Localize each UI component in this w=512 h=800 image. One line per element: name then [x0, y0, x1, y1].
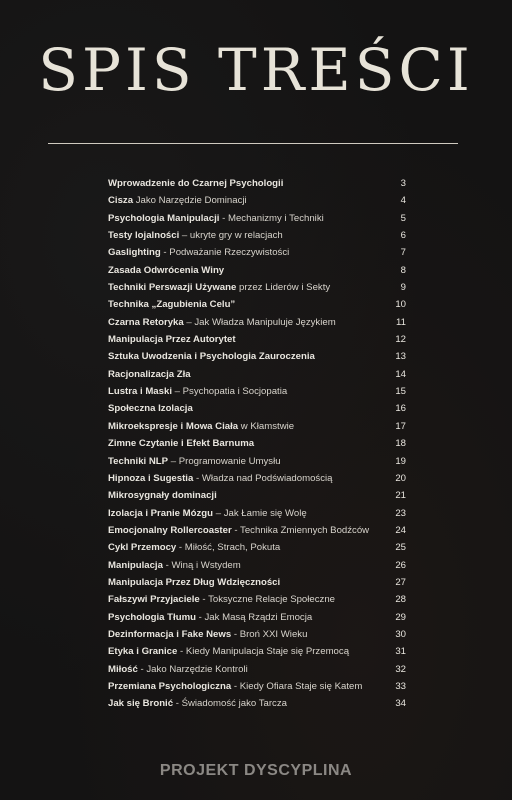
toc-page-number: 7: [400, 247, 406, 259]
toc-entry[interactable]: [108, 418, 406, 435]
toc-entry-subtitle: - Miłość, Strach, Pokuta: [176, 542, 281, 554]
toc-entry-title: Manipulacja Przez Dług Wdzięczności: [108, 576, 281, 588]
toc-entry-title: Manipulacja: [108, 559, 163, 571]
toc-entry-subtitle: - Broń XXI Wieku: [231, 628, 308, 640]
toc-entry[interactable]: [108, 539, 406, 556]
toc-entry[interactable]: [108, 487, 406, 504]
toc-entry[interactable]: [108, 383, 406, 400]
toc-page-number: 29: [395, 611, 406, 623]
page-title: SPIS TREŚCI: [38, 36, 474, 104]
toc-entry[interactable]: [108, 210, 406, 227]
toc-entry-subtitle: – Jak Łamie się Wolę: [213, 507, 307, 519]
toc-entry-title: Technika „Zagubienia Celu”: [108, 299, 236, 311]
toc-entry-subtitle: - Mechanizmy i Techniki: [219, 212, 324, 224]
toc-entry-subtitle: - Władza nad Podświadomością: [193, 472, 333, 484]
toc-entry[interactable]: [108, 574, 406, 591]
toc-entry-subtitle: - Kiedy Manipulacja Staje się Przemocą: [177, 646, 350, 658]
toc-page-number: 19: [395, 455, 406, 467]
toc-page-number: 34: [395, 698, 406, 710]
toc-page-number: 9: [400, 282, 406, 294]
toc-entry-title: Techniki NLP: [108, 455, 169, 467]
toc-entry[interactable]: [108, 522, 406, 539]
toc-page-number: 11: [396, 316, 406, 328]
toc-page-number: 5: [400, 212, 406, 224]
toc-entry-subtitle: - Jako Narzędzie Kontroli: [137, 663, 248, 675]
toc-entry[interactable]: [108, 470, 406, 487]
toc-page-number: 32: [395, 663, 406, 675]
toc-entry-subtitle: - Toksyczne Relacje Społeczne: [199, 594, 336, 606]
toc-entry-title: Społeczna Izolacja: [108, 403, 193, 415]
toc-page-number: 15: [395, 386, 406, 398]
toc-entry[interactable]: [108, 400, 406, 417]
toc-page-number: 13: [395, 351, 406, 363]
toc-entry[interactable]: [108, 661, 406, 678]
toc-page-number: 30: [395, 628, 406, 640]
toc-entry-subtitle: - Kiedy Ofiara Staje się Katem: [231, 680, 363, 692]
toc-entry[interactable]: [108, 227, 406, 244]
toc-entry-title: Racjonalizacja Zła: [108, 368, 191, 380]
toc-entry-title: Emocjonalny Rollercoaster: [108, 524, 232, 536]
toc-entry[interactable]: [108, 279, 406, 296]
toc-page-number: 4: [400, 195, 406, 207]
toc-page-number: 24: [395, 524, 406, 536]
toc-entry-title: Etyka i Granice: [108, 646, 178, 658]
toc-entry[interactable]: [108, 626, 406, 643]
toc-page-number: 17: [395, 420, 406, 432]
toc-entry-title: Wprowadzenie do Czarnej Psychologii: [108, 178, 284, 189]
toc-entry-title: Psychologia Manipulacji: [108, 212, 220, 224]
toc-entry-title: Przemiana Psychologiczna: [108, 680, 232, 692]
toc-entry[interactable]: [108, 331, 406, 348]
toc-entry[interactable]: [108, 435, 406, 452]
toc-entry[interactable]: [108, 678, 406, 695]
toc-entry-title: Dezinformacja i Fake News: [108, 628, 232, 640]
toc-page-number: 16: [395, 403, 406, 415]
toc-entry[interactable]: [108, 244, 406, 261]
toc-entry-title: Mikrosygnały dominacji: [108, 490, 217, 502]
toc-page-number: 14: [395, 368, 406, 380]
toc-entry-subtitle: przez Liderów i Sekty: [236, 282, 331, 294]
toc-page-number: 26: [395, 559, 406, 571]
toc-page-number: 27: [395, 576, 406, 588]
toc-entry[interactable]: [108, 505, 406, 522]
toc-entry[interactable]: [108, 453, 406, 470]
toc-entry[interactable]: [108, 296, 406, 313]
toc-page-number: 10: [395, 299, 406, 311]
toc-entry-subtitle: - Podważanie Rzeczywistości: [160, 247, 290, 259]
toc-page-number: 28: [395, 594, 406, 606]
toc-entry-title: Miłość: [108, 663, 138, 675]
toc-entry-subtitle: - Jak Masą Rządzi Emocja: [195, 611, 313, 623]
toc-entry-subtitle: – Psychopatia i Socjopatia: [171, 386, 288, 398]
toc-entry[interactable]: [108, 591, 406, 608]
table-of-contents: [108, 175, 406, 713]
toc-entry-title: Manipulacja Przez Autorytet: [108, 334, 236, 346]
footer-brand: PROJEKT DYSCYPLINA: [159, 762, 353, 779]
toc-entry-title: Lustra i Maski: [108, 386, 172, 398]
toc-entry-title: Hipnoza i Sugestia: [108, 472, 194, 484]
toc-page-number: 18: [395, 438, 406, 450]
toc-page-number: 23: [395, 507, 406, 519]
toc-entry-title: Zimne Czytanie i Efekt Barnuma: [108, 438, 255, 450]
toc-entry[interactable]: [108, 314, 406, 331]
toc-entry[interactable]: [108, 348, 406, 365]
toc-entry-subtitle: - Technika Zmiennych Bodźców: [231, 524, 370, 536]
toc-entry-title: Jak się Bronić: [108, 698, 174, 710]
toc-entry-title: Sztuka Uwodzenia i Psychologia Zauroczenia: [108, 351, 315, 363]
toc-entry[interactable]: [108, 366, 406, 383]
toc-entry[interactable]: [108, 192, 406, 209]
toc-entry-title: Cisza: [108, 195, 134, 207]
toc-entry[interactable]: [108, 643, 406, 660]
toc-entry-subtitle: - Świadomość jako Tarcza: [173, 698, 287, 710]
toc-entry-subtitle: - Winą i Wstydem: [162, 559, 241, 571]
toc-entry-title: Fałszywi Przyjaciele: [108, 594, 200, 606]
toc-entry-title: Cykl Przemocy: [108, 542, 177, 554]
toc-entry-title: Psychologia Tłumu: [108, 611, 196, 623]
toc-entry-title: Zasada Odwrócenia Winy: [108, 264, 225, 276]
toc-entry-subtitle: w Kłamstwie: [238, 420, 295, 432]
toc-entry-title: Gaslighting: [108, 247, 161, 259]
toc-page-number: 3: [400, 178, 406, 189]
toc-page-number: 12: [395, 334, 406, 346]
toc-entry-title: Testy lojalności: [108, 230, 180, 242]
toc-entry-subtitle: – ukryte gry w relacjach: [179, 230, 283, 242]
toc-page-number: 20: [395, 472, 406, 484]
toc-entry[interactable]: [108, 557, 406, 574]
toc-page-number: 8: [400, 264, 406, 276]
toc-page-number: 21: [395, 490, 406, 502]
toc-page-number: 6: [400, 230, 406, 242]
toc-entry-title: Mikroekspresje i Mowa Ciała: [108, 420, 239, 432]
toc-entry[interactable]: [108, 262, 406, 279]
toc-entry-title: Izolacja i Pranie Mózgu: [108, 507, 214, 519]
toc-entry-subtitle: – Jak Władza Manipuluje Językiem: [183, 316, 336, 328]
toc-entry-subtitle: Jako Narzędzie Dominacji: [133, 195, 247, 207]
toc-entry[interactable]: [108, 609, 406, 626]
toc-entry-title: Czarna Retoryka: [108, 316, 184, 328]
toc-page-number: 25: [395, 542, 406, 554]
toc-entry-subtitle: – Programowanie Umysłu: [168, 455, 281, 467]
toc-page-number: 31: [395, 646, 406, 658]
toc-page-number: 33: [395, 680, 406, 692]
toc-entry[interactable]: [108, 695, 406, 712]
title-divider: [48, 143, 458, 144]
toc-entry-title: Techniki Perswazji Używane: [108, 282, 237, 294]
toc-entry[interactable]: [108, 175, 406, 192]
